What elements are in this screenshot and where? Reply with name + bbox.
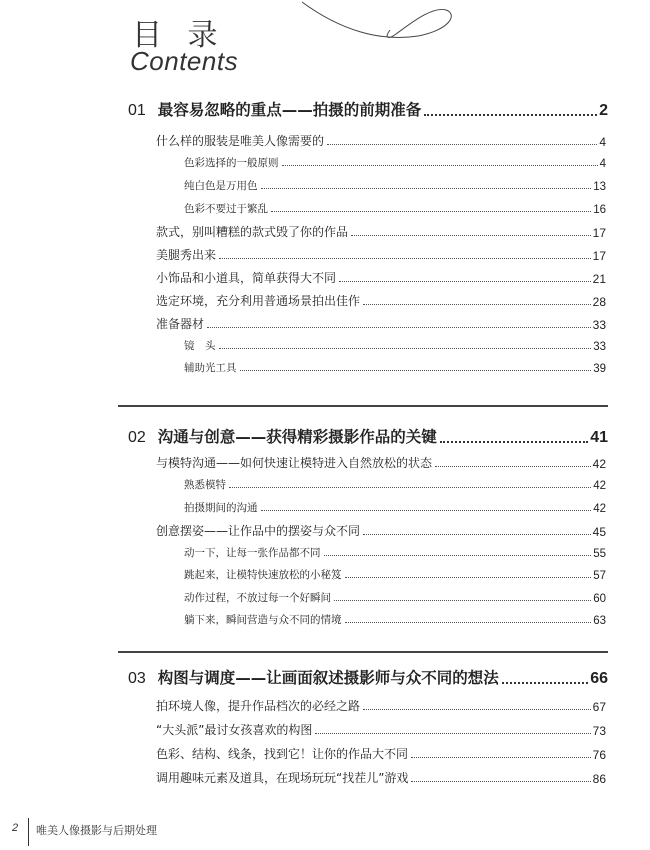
entry-title: “大头派”最讨女孩喜欢的构图 xyxy=(156,723,313,737)
entry-title: 镜 头 xyxy=(184,340,216,352)
page-title-english: Contents xyxy=(130,46,239,76)
dot-leader xyxy=(363,304,591,305)
entry-title: 调用趣味元素及道具，在现场玩玩“找茬儿”游戏 xyxy=(156,771,409,785)
chapter-03-heading[interactable] xyxy=(128,666,608,688)
chapter-02-heading[interactable] xyxy=(128,425,608,447)
toc-subentry[interactable] xyxy=(184,612,606,627)
page-number: 16 xyxy=(593,204,606,216)
chapter-number: 03 xyxy=(128,670,146,687)
page-number: 73 xyxy=(592,724,606,738)
entry-title: 跳起来，让模特快速放松的小秘笈 xyxy=(184,569,342,581)
dot-leader xyxy=(229,487,591,488)
entry-title: 选定环境，充分利用普通场景拍出佳作 xyxy=(156,294,361,308)
dot-leader xyxy=(502,682,588,684)
chapter-title: 沟通与创意——获得精彩摄影作品的关键 xyxy=(157,428,437,446)
entry-title: 动作过程，不放过每一个好瞬间 xyxy=(184,592,331,604)
page-number: 76 xyxy=(592,748,606,762)
footer-page-number: 2 xyxy=(12,822,19,834)
entry-title: 款式，别叫糟糕的款式毁了你的作品 xyxy=(156,225,349,239)
toc-entry[interactable] xyxy=(156,269,606,286)
entry-title: 美腿秀出来 xyxy=(156,248,217,262)
entry-title: 纯白色是万用色 xyxy=(184,180,258,192)
page-number: 42 xyxy=(593,503,606,515)
chapter-number: 01 xyxy=(128,102,146,119)
dot-leader xyxy=(240,370,592,371)
toc-subentry[interactable] xyxy=(184,338,606,353)
dot-leader xyxy=(334,600,591,601)
page-number: 66 xyxy=(590,670,608,687)
page-number: 42 xyxy=(592,457,606,471)
toc-entry[interactable] xyxy=(156,246,606,263)
footer-book-title: 唯美人像摄影与后期处理 xyxy=(36,824,157,837)
entry-title: 拍摄期间的沟通 xyxy=(184,502,258,514)
toc-entry[interactable] xyxy=(156,223,606,240)
entry-title: 色彩选择的一般原则 xyxy=(184,157,279,169)
dot-leader xyxy=(351,235,591,236)
toc-entry[interactable] xyxy=(156,745,606,762)
page-number: 39 xyxy=(593,363,606,375)
section-divider xyxy=(118,651,608,653)
page-number: 2 xyxy=(599,102,608,119)
toc-subentry[interactable] xyxy=(184,590,606,605)
chapter-title: 构图与调度——让画面叙述摄影师与众不同的想法 xyxy=(157,669,499,687)
entry-title: 拍环境人像，提升作品档次的必经之路 xyxy=(156,699,361,713)
dot-leader xyxy=(363,709,591,710)
entry-title: 色彩、结构、线条，找到它！让你的作品大不同 xyxy=(156,747,409,761)
dot-leader xyxy=(327,144,597,145)
page-number: 57 xyxy=(593,570,606,582)
page-number: 41 xyxy=(590,429,608,446)
entry-title: 熟悉模特 xyxy=(184,479,226,491)
toc-entry[interactable] xyxy=(156,522,606,539)
toc-subentry[interactable] xyxy=(184,500,606,515)
dot-leader xyxy=(271,211,591,212)
dot-leader xyxy=(219,258,591,259)
toc-entry[interactable] xyxy=(156,721,606,738)
dot-leader xyxy=(440,441,588,443)
page-number: 17 xyxy=(592,226,606,240)
page-number: 60 xyxy=(593,593,606,605)
toc-subentry[interactable] xyxy=(184,360,606,375)
entry-title: 辅助光工具 xyxy=(184,362,237,374)
dot-leader xyxy=(207,327,591,328)
dot-leader xyxy=(411,781,590,782)
entry-title: 躺下来，瞬间营造与众不同的情境 xyxy=(184,614,342,626)
toc-subentry[interactable] xyxy=(184,155,606,170)
section-divider xyxy=(118,405,608,407)
toc-subentry[interactable] xyxy=(184,178,606,193)
page-number: 17 xyxy=(592,249,606,263)
toc-subentry[interactable] xyxy=(184,567,606,582)
dot-leader xyxy=(411,757,591,758)
page-number: 28 xyxy=(592,295,606,309)
page-number: 42 xyxy=(593,480,606,492)
dot-leader xyxy=(363,534,591,535)
dot-leader xyxy=(324,555,592,556)
entry-title: 准备器材 xyxy=(156,317,205,331)
page-number: 21 xyxy=(592,272,606,286)
toc-subentry[interactable] xyxy=(184,201,606,216)
dot-leader xyxy=(261,188,592,189)
chapter-title: 最容易忽略的重点——拍摄的前期准备 xyxy=(157,101,422,119)
entry-title: 与模特沟通——如何快速让模特进入自然放松的状态 xyxy=(156,456,433,470)
page-number: 45 xyxy=(592,525,606,539)
entry-title: 动一下，让每一张作品都不同 xyxy=(184,547,321,559)
dot-leader xyxy=(435,466,591,467)
page-number: 4 xyxy=(599,158,606,170)
toc-entry[interactable] xyxy=(156,697,606,714)
dot-leader xyxy=(345,622,592,623)
dot-leader xyxy=(345,577,592,578)
dot-leader xyxy=(282,165,598,166)
dot-leader xyxy=(219,348,592,349)
page-number: 55 xyxy=(593,548,606,560)
page-number: 67 xyxy=(592,700,606,714)
toc-entry[interactable] xyxy=(156,454,606,471)
toc-entry[interactable] xyxy=(156,769,606,786)
toc-entry[interactable] xyxy=(156,132,606,149)
page-title-chinese: 目 录 xyxy=(132,18,226,53)
dot-leader xyxy=(424,114,597,116)
page-number: 33 xyxy=(593,341,606,353)
page-number: 33 xyxy=(592,318,606,332)
chapter-01-heading[interactable] xyxy=(128,98,608,120)
chapter-number: 02 xyxy=(128,429,146,446)
page-number: 4 xyxy=(599,135,606,149)
page-number: 63 xyxy=(593,615,606,627)
footer-divider xyxy=(28,818,29,846)
page-number: 13 xyxy=(593,181,606,193)
entry-title: 小饰品和小道具，简单获得大不同 xyxy=(156,271,337,285)
toc-subentry[interactable] xyxy=(184,477,606,492)
entry-title: 色彩不要过于繁乱 xyxy=(184,203,268,215)
dot-leader xyxy=(339,281,591,282)
toc-entry[interactable] xyxy=(156,292,606,309)
dot-leader xyxy=(261,510,592,511)
dot-leader xyxy=(315,733,590,734)
entry-title: 什么样的服装是唯美人像需要的 xyxy=(156,134,325,148)
entry-title: 创意摆姿——让作品中的摆姿与众不同 xyxy=(156,524,361,538)
toc-entry[interactable] xyxy=(156,315,606,332)
page-number: 86 xyxy=(592,772,606,786)
toc-subentry[interactable] xyxy=(184,545,606,560)
